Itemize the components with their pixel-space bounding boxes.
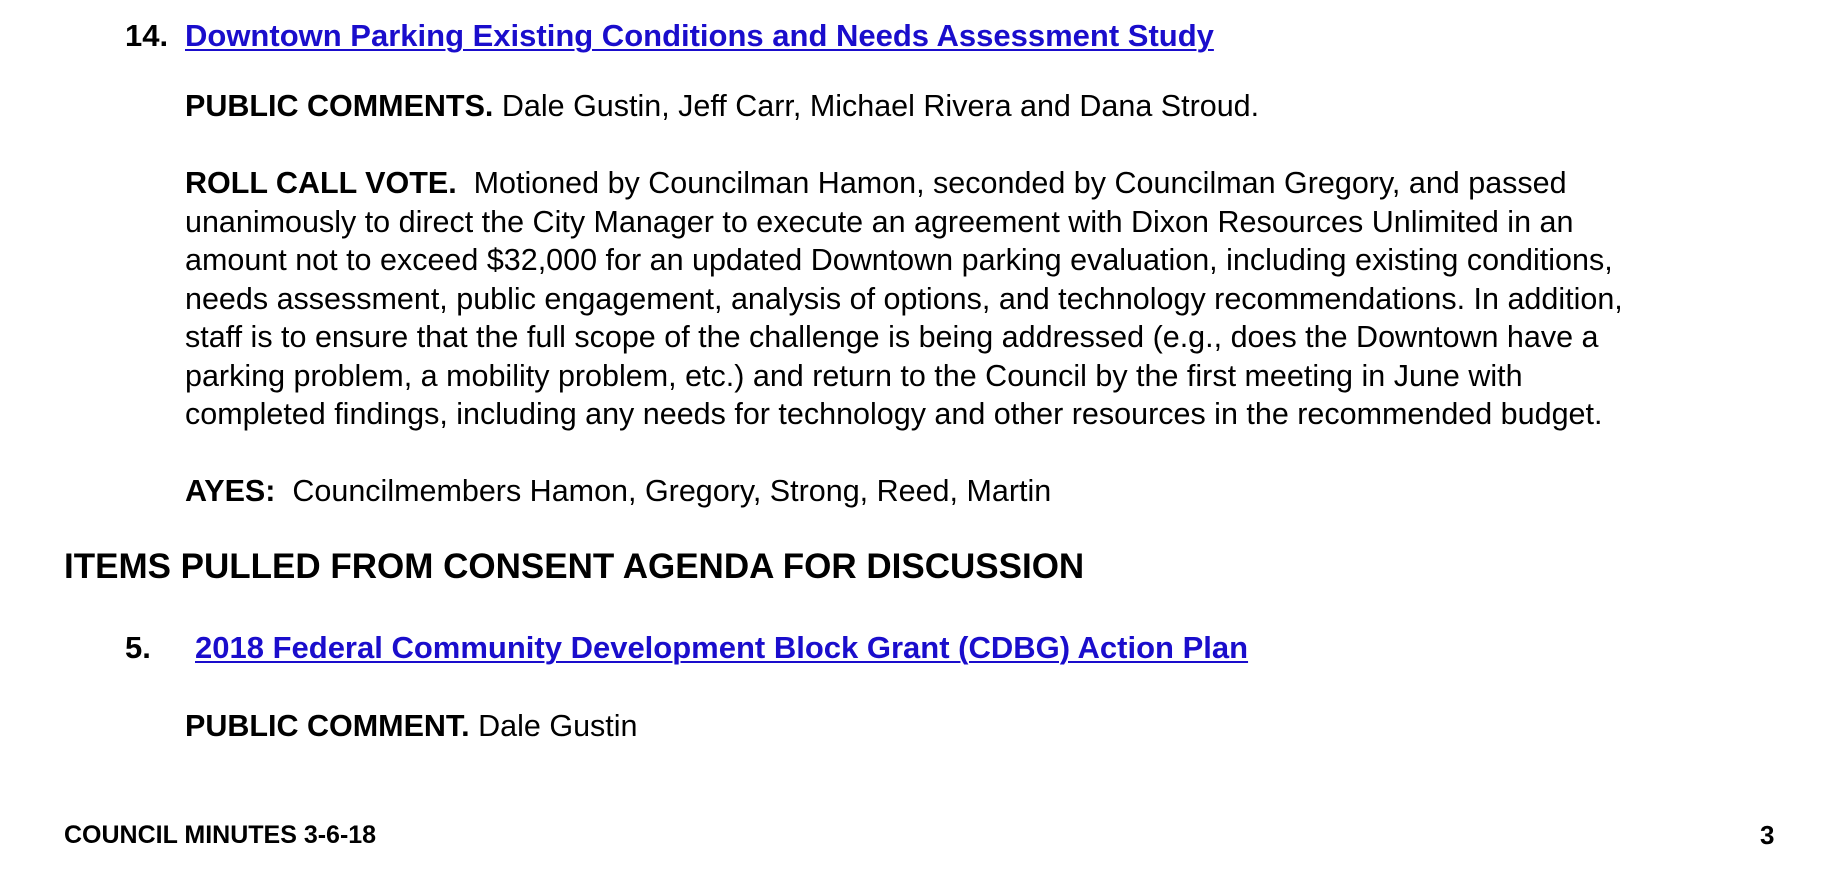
agenda-item-14-header <box>0 18 1822 58</box>
public-comments-paragraph <box>185 87 1775 126</box>
roll-call-line: needs assessment, public engagement, analysis of options, and technology recommendations. In addition, <box>185 281 1623 316</box>
public-comment-paragraph <box>185 707 1775 746</box>
public-comments-label: PUBLIC COMMENTS. <box>185 89 494 123</box>
roll-call-label: ROLL CALL VOTE. <box>185 166 457 200</box>
roll-call-text: Motioned by Councilman Hamon, seconded by Councilman Gregory, and passed <box>473 166 1567 200</box>
public-comments-text: Dale Gustin, Jeff Carr, Michael Rivera and Dana Stroud. <box>501 89 1260 123</box>
item-title-link[interactable]: Downtown Parking Existing Conditions and Needs Assessment Study <box>185 18 1214 53</box>
ayes-paragraph <box>185 472 1775 511</box>
public-comment-text: Dale Gustin <box>478 709 638 743</box>
roll-call-vote-paragraph <box>185 164 1775 434</box>
item-number: 5. <box>125 630 151 665</box>
roll-call-line <box>185 164 1775 203</box>
item-title-link[interactable]: 2018 Federal Community Development Block Grant (CDBG) Action Plan <box>195 630 1249 665</box>
public-comment-label: PUBLIC COMMENT. <box>185 709 470 743</box>
roll-call-line: staff is to ensure that the full scope of the challenge is being addressed (e.g., does the Downtown have a <box>185 320 1599 354</box>
roll-call-line: unanimously to direct the City Manager to execute an agreement with Dixon Resources Unlimited in an <box>185 204 1574 239</box>
roll-call-line: completed findings, including any needs for technology and other resources in the recommended budget. <box>185 397 1603 431</box>
roll-call-line: parking problem, a mobility problem, etc.) and return to the Council by the first meeting in June with <box>185 358 1523 393</box>
ayes-text: Councilmembers Hamon, Gregory, Strong, Reed, Martin <box>292 474 1052 508</box>
section-heading: ITEMS PULLED FROM CONSENT AGENDA FOR DISCUSSION <box>64 547 1085 586</box>
ayes-label: AYES: <box>185 474 276 508</box>
footer-document-title: COUNCIL MINUTES 3-6-18 <box>64 821 377 849</box>
agenda-item-5-header <box>0 630 1822 670</box>
footer-page-number: 3 <box>1760 820 1775 850</box>
item-number: 14. <box>125 18 169 53</box>
roll-call-line: amount not to exceed $32,000 for an updated Downtown parking evaluation, including existing conditions, <box>185 243 1613 277</box>
